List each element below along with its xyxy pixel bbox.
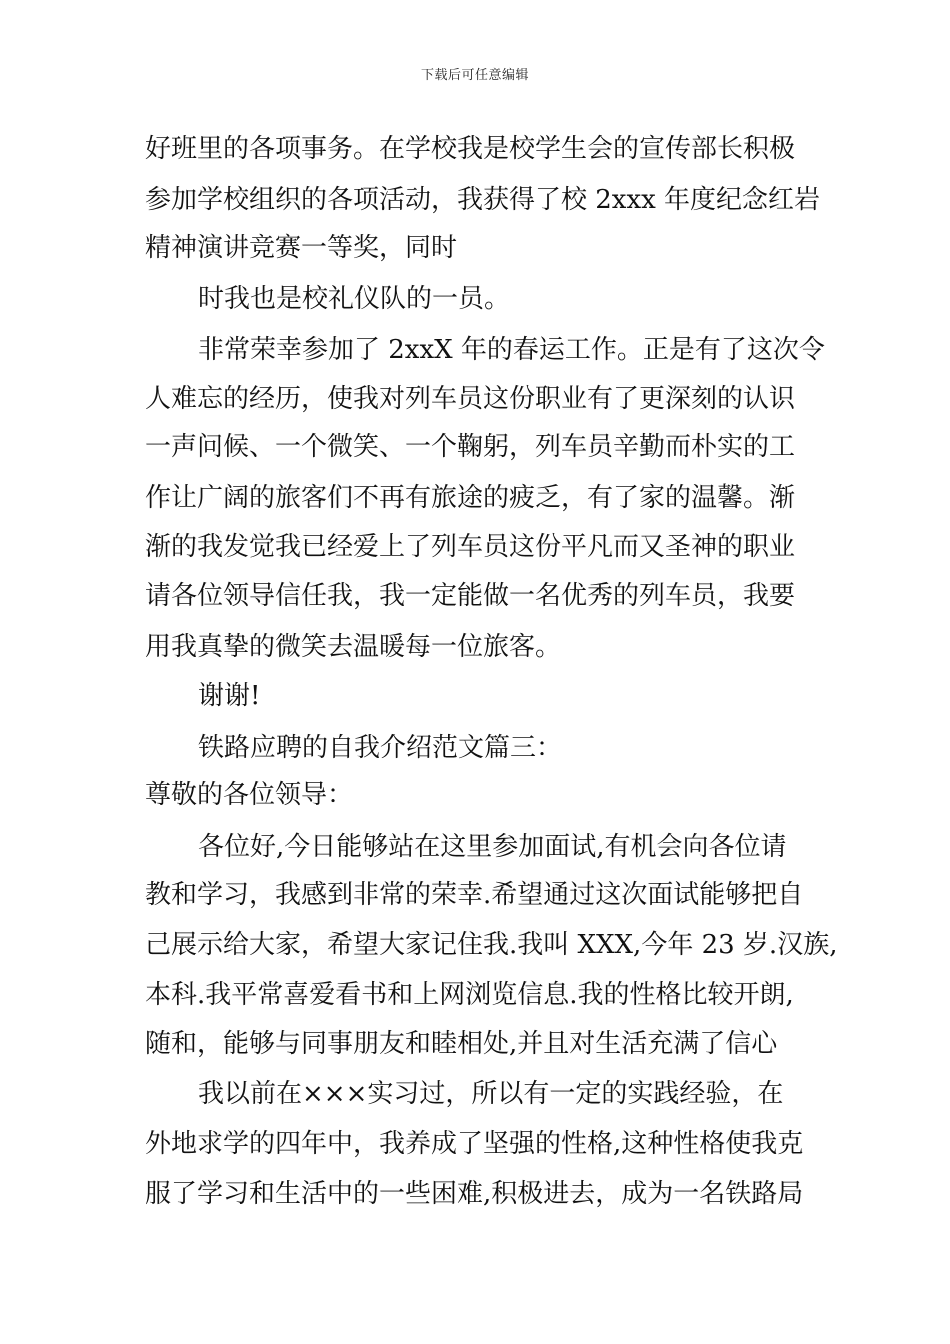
text-line: 人难忘的经历，使我对列车员这份职业有了更深刻的认识 <box>145 384 796 414</box>
text-line: 渐的我发觉我已经爱上了列车员这份平凡而又圣神的职业 <box>145 532 796 562</box>
text-line: 铁路应聘的自我介绍范文篇三： <box>198 733 563 763</box>
text-line: 精神演讲竞赛一等奖，同时 <box>145 233 458 263</box>
text-line: 我以前在×××实习过，所以有一定的实践经验，在 <box>198 1079 784 1109</box>
text-line: 尊敬的各位领导： <box>145 780 354 810</box>
text-line: 随和，能够与同事朋友和睦相处,并且对生活充满了信心 <box>145 1029 778 1059</box>
text-line: 参加学校组织的各项活动，我获得了校 2xxx 年度纪念红岩 <box>145 185 821 215</box>
text-line: 本科.我平常喜爱看书和上网浏览信息.我的性格比较开朗, <box>145 980 794 1010</box>
text-line: 时我也是校礼仪队的一员。 <box>198 284 511 314</box>
page-header: 下载后可任意编辑 <box>420 68 529 83</box>
text-line: 好班里的各项事务。在学校我是校学生会的宣传部长积极 <box>145 134 796 164</box>
text-line: 己展示给大家，希望大家记住我.我叫 XXX,今年 23 岁.汉族, <box>145 930 838 960</box>
text-line: 请各位领导信任我，我一定能做一名优秀的列车员，我要 <box>145 581 796 611</box>
text-line: 外地求学的四年中，我养成了坚强的性格,这种性格使我克 <box>145 1129 804 1159</box>
text-line: 各位好,今日能够站在这里参加面试,有机会向各位请 <box>198 832 787 862</box>
text-line: 作让广阔的旅客们不再有旅途的疲乏，有了家的温馨。渐 <box>145 483 796 513</box>
text-line: 服了学习和生活中的一些困难,积极进去，成为一名铁路局 <box>145 1179 804 1209</box>
text-line: 一声问候、一个微笑、一个鞠躬，列车员辛勤而朴实的工 <box>145 432 796 462</box>
text-line: 用我真挚的微笑去温暖每一位旅客。 <box>145 632 562 662</box>
text-line: 谢谢! <box>198 681 261 711</box>
text-line: 非常荣幸参加了 2xxX 年的春运工作。正是有了这次令 <box>198 335 825 365</box>
text-line: 教和学习，我感到非常的荣幸.希望通过这次面试能够把自 <box>145 880 804 910</box>
